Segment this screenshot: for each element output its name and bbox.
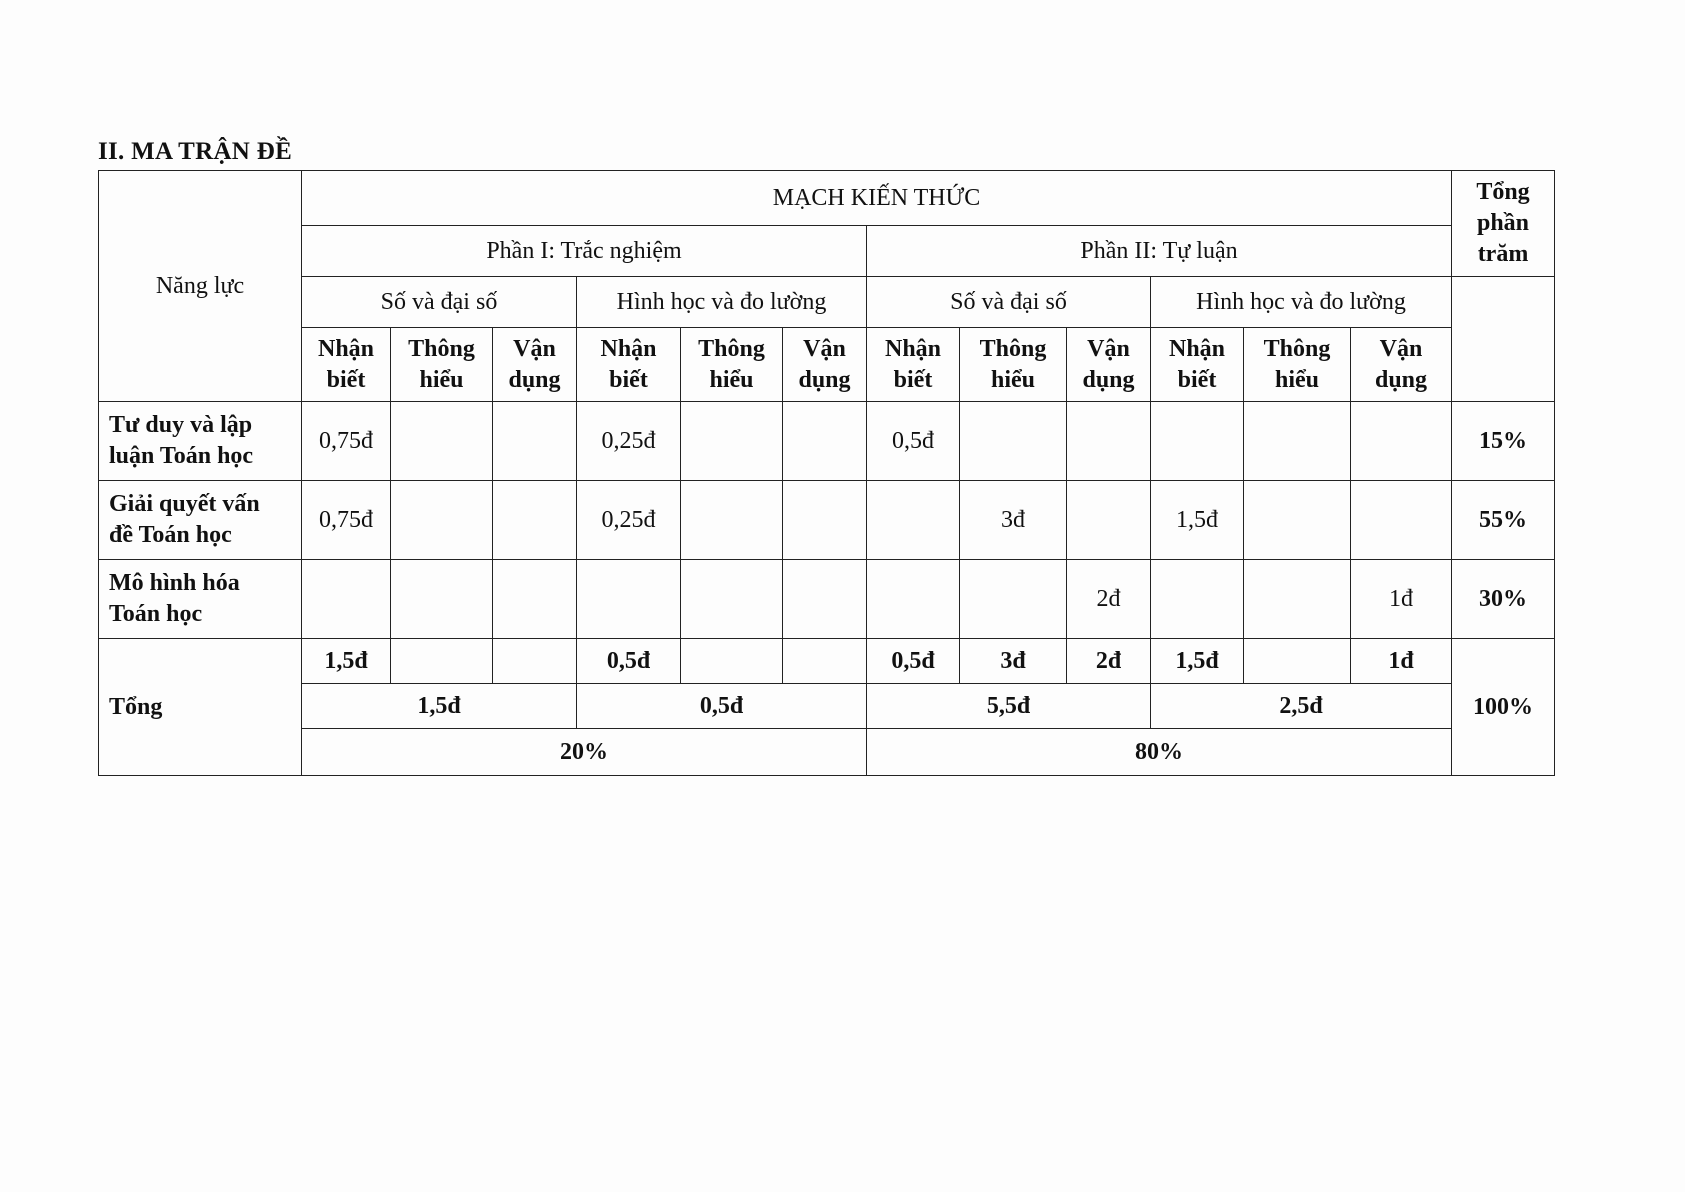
total-cell: 1,5đ xyxy=(302,639,391,684)
header-nang-luc: Năng lực xyxy=(99,171,302,402)
header-domain: Hình học và đo lường xyxy=(577,277,867,328)
table-cell xyxy=(681,402,783,481)
header-row-parts xyxy=(99,226,1555,277)
header-row-top xyxy=(99,171,1555,226)
row-label: Mô hình hóa Toán học xyxy=(99,560,302,639)
header-mach-kien-thuc: MẠCH KIẾN THỨC xyxy=(302,171,1452,226)
header-domain: Số và đại số xyxy=(302,277,577,328)
header-level: Thông hiểu xyxy=(681,328,783,402)
table-cell xyxy=(1151,560,1244,639)
table-cell xyxy=(493,560,577,639)
row-percent: 15% xyxy=(1452,402,1555,481)
domain-total: 5,5đ xyxy=(867,684,1151,729)
header-level: Thông hiểu xyxy=(391,328,493,402)
header-level: Nhận biết xyxy=(867,328,960,402)
row-label: Tư duy và lập luận Toán học xyxy=(99,402,302,481)
table-cell xyxy=(1244,481,1351,560)
header-blank-cell xyxy=(1452,277,1555,402)
total-cell xyxy=(391,639,493,684)
header-level: Vận dụng xyxy=(783,328,867,402)
table-cell xyxy=(493,402,577,481)
table-cell: 1đ xyxy=(1351,560,1452,639)
table-cell: 0,75đ xyxy=(302,402,391,481)
table-cell: 0,5đ xyxy=(867,402,960,481)
header-domain: Hình học và đo lường xyxy=(1151,277,1452,328)
table-cell xyxy=(867,560,960,639)
header-part-trac-nghiem: Phần I: Trắc nghiệm xyxy=(302,226,867,277)
row-label: Giải quyết vấn đề Toán học xyxy=(99,481,302,560)
total-cell xyxy=(1244,639,1351,684)
table-cell xyxy=(681,560,783,639)
header-tong-phan-tram-line: trăm xyxy=(1477,241,1529,267)
table-cell xyxy=(960,402,1067,481)
total-cell: 0,5đ xyxy=(577,639,681,684)
table-cell xyxy=(577,560,681,639)
totals-row-levels xyxy=(99,639,1555,684)
totals-row-domains xyxy=(99,684,1555,729)
grand-total: 100% xyxy=(1452,639,1555,776)
table-cell: 0,25đ xyxy=(577,402,681,481)
row-percent: 55% xyxy=(1452,481,1555,560)
table-cell xyxy=(302,560,391,639)
header-tong-phan-tram-line: phần xyxy=(1476,210,1530,236)
header-level: Thông hiểu xyxy=(960,328,1067,402)
header-row-domains xyxy=(99,277,1555,328)
table-cell: 1,5đ xyxy=(1151,481,1244,560)
total-cell: 3đ xyxy=(960,639,1067,684)
section-title: II. MA TRẬN ĐỀ xyxy=(98,138,293,165)
table-cell: 0,25đ xyxy=(577,481,681,560)
total-cell: 1đ xyxy=(1351,639,1452,684)
total-cell: 1,5đ xyxy=(1151,639,1244,684)
table-cell xyxy=(1067,481,1151,560)
header-level: Nhận biết xyxy=(302,328,391,402)
part-total: 20% xyxy=(302,729,867,776)
table-cell xyxy=(1244,560,1351,639)
table-cell xyxy=(391,560,493,639)
header-level: Thông hiểu xyxy=(1244,328,1351,402)
table-cell xyxy=(960,560,1067,639)
table-cell xyxy=(1244,402,1351,481)
table-row xyxy=(99,402,1555,481)
table-row xyxy=(99,481,1555,560)
header-domain: Số và đại số xyxy=(867,277,1151,328)
header-tong-phan-tram-line: Tổng xyxy=(1476,179,1530,205)
total-cell xyxy=(493,639,577,684)
row-percent: 30% xyxy=(1452,560,1555,639)
table-cell xyxy=(1351,402,1452,481)
table-cell xyxy=(783,402,867,481)
header-row-levels xyxy=(99,328,1555,402)
header-level: Vận dụng xyxy=(1067,328,1151,402)
table-cell xyxy=(391,402,493,481)
table-cell xyxy=(867,481,960,560)
table-cell xyxy=(391,481,493,560)
domain-total: 0,5đ xyxy=(577,684,867,729)
domain-total: 1,5đ xyxy=(302,684,577,729)
domain-total: 2,5đ xyxy=(1151,684,1452,729)
totals-row-parts xyxy=(99,729,1555,776)
table-cell xyxy=(1067,402,1151,481)
table-cell xyxy=(1151,402,1244,481)
table-row xyxy=(99,560,1555,639)
table-cell xyxy=(783,560,867,639)
header-level: Vận dụng xyxy=(1351,328,1452,402)
total-cell xyxy=(783,639,867,684)
table-cell: 0,75đ xyxy=(302,481,391,560)
total-cell xyxy=(681,639,783,684)
table-cell xyxy=(681,481,783,560)
totals-label: Tổng xyxy=(99,639,302,776)
header-part-tu-luan: Phần II: Tự luận xyxy=(867,226,1452,277)
total-cell: 0,5đ xyxy=(867,639,960,684)
total-cell: 2đ xyxy=(1067,639,1151,684)
header-tong-phan-tram xyxy=(1452,171,1555,277)
part-total: 80% xyxy=(867,729,1452,776)
exam-matrix-table xyxy=(98,170,1555,776)
header-level: Vận dụng xyxy=(493,328,577,402)
table-cell xyxy=(783,481,867,560)
header-level: Nhận biết xyxy=(577,328,681,402)
table-cell: 2đ xyxy=(1067,560,1151,639)
table-cell xyxy=(1351,481,1452,560)
table-cell xyxy=(493,481,577,560)
header-level: Nhận biết xyxy=(1151,328,1244,402)
table-cell: 3đ xyxy=(960,481,1067,560)
